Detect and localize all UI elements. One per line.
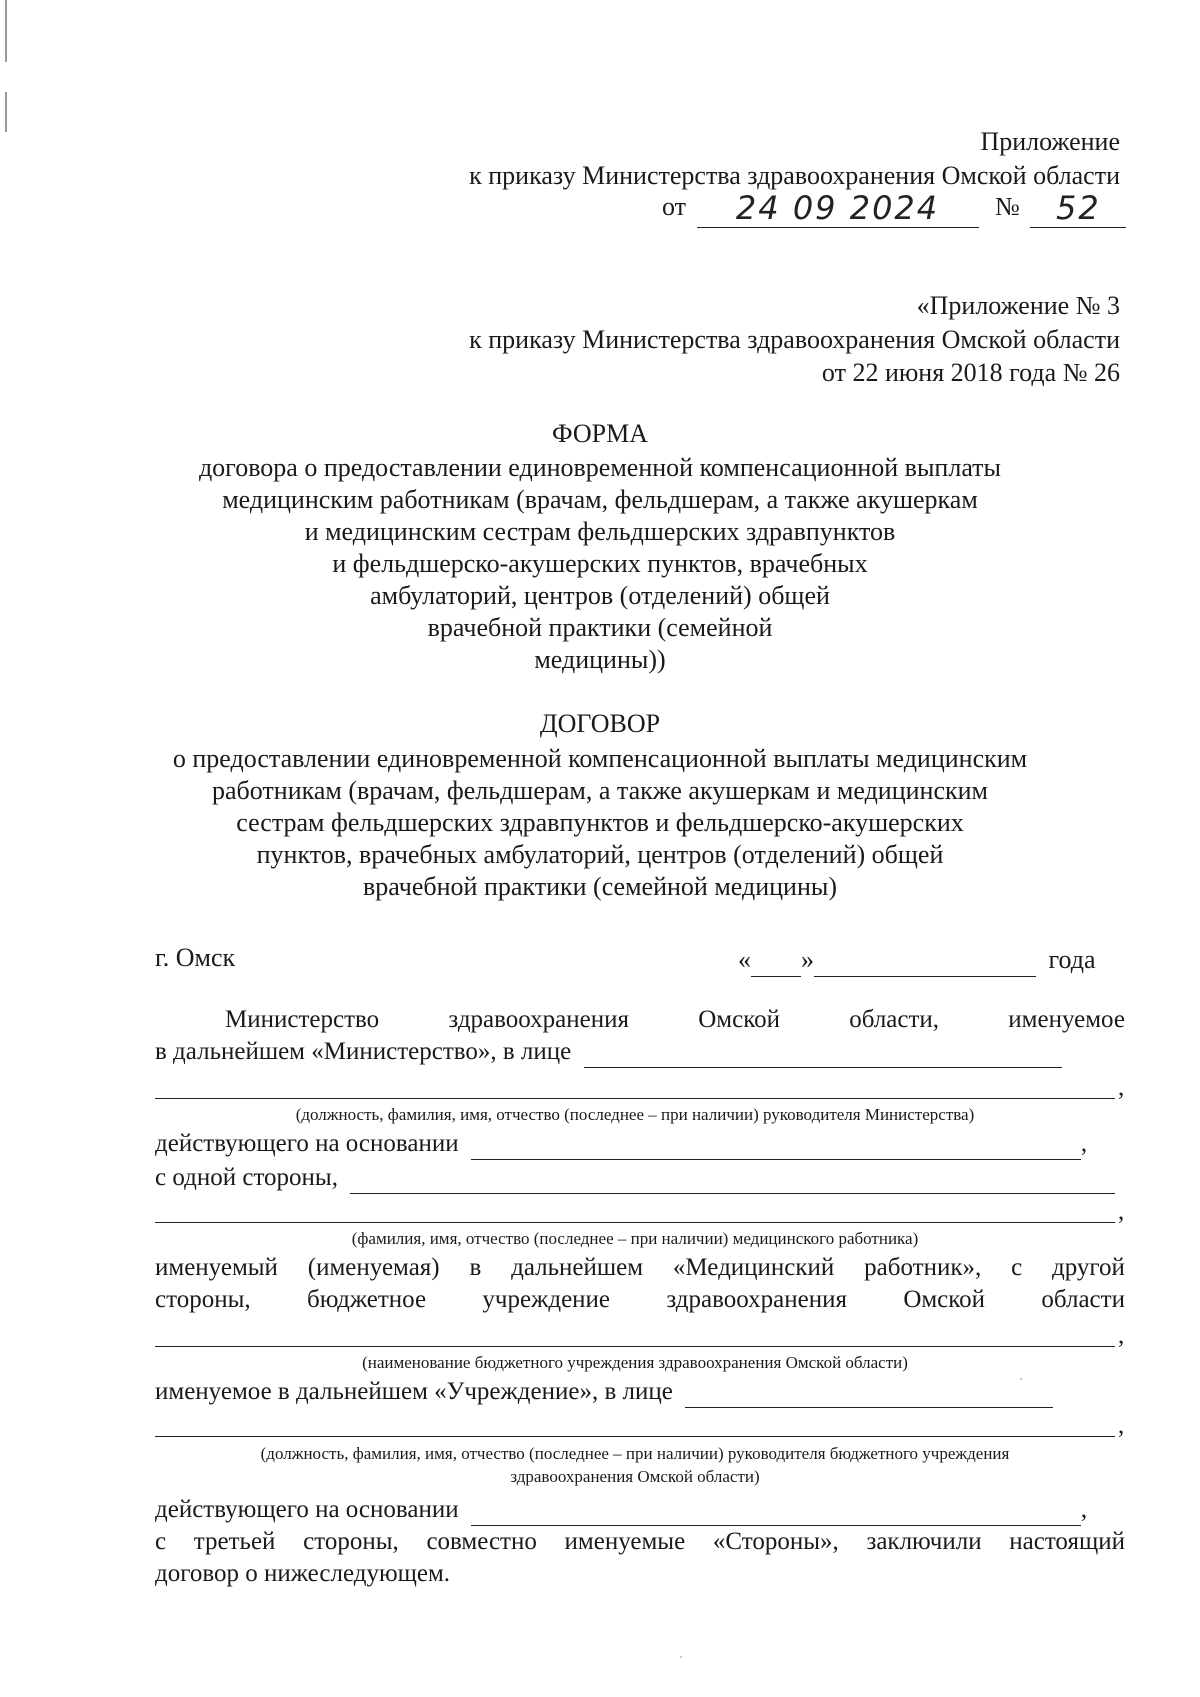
worker-word: «Медицинский: [672, 1254, 835, 1281]
hereinafter-institution-text: именуемое в дальнейшем «Учреждение», в лице: [155, 1378, 673, 1405]
worker-word: работник»,: [864, 1254, 982, 1281]
third-side-word: «Стороны»,: [712, 1528, 839, 1555]
caption-institution: (наименование бюджетного учреждения здравоохранения Омской области): [362, 1353, 908, 1372]
prev-appendix-date-line: от 22 июня 2018 года № 26: [821, 358, 1120, 387]
third-side-word: третьей: [193, 1528, 276, 1555]
third-side-word: заключили: [866, 1528, 982, 1555]
third-side-word: стороны,: [303, 1528, 399, 1555]
caption-ministry-head: (должность, фамилия, имя, отчество (последнее – при наличии) руководителя Министерства): [295, 1105, 975, 1124]
ministry-line: [155, 1004, 1125, 1035]
acting-basis-row-2: [155, 1494, 1087, 1526]
institution-word: бюджетное: [306, 1286, 427, 1313]
appendix-order-line: к приказу Министерства здравоохранения Омской области: [469, 161, 1120, 190]
third-side-word: с: [155, 1528, 167, 1555]
closing-line: договор о нижеследующем.: [155, 1560, 451, 1587]
hereinafter-ministry: [155, 1036, 1062, 1068]
contract-subtitle: [0, 743, 1200, 903]
contract-subtitle-line: работникам (врачам, фельдшерам, а также акушеркам и медицинским: [212, 776, 988, 805]
day-field[interactable]: [751, 944, 801, 977]
contract-subtitle-line: сестрам фельдшерских здравпунктов и фельдшерско-акушерских: [236, 808, 964, 837]
contract-subtitle-line: врачебной практики (семейной медицины): [363, 872, 837, 901]
form-subtitle-line: медицинским работникам (врачам, фельдшерам, а также акушеркам: [222, 485, 978, 514]
contract-title: ДОГОВОР: [539, 709, 661, 738]
form-title: ФОРМА: [552, 419, 648, 448]
acting-basis-row: [155, 1128, 1087, 1160]
worker-line: [155, 1252, 1125, 1283]
hereinafter-ministry-text: в дальнейшем «Министерство», в лице: [155, 1038, 572, 1065]
worker-name-field[interactable]: [350, 1162, 1115, 1194]
third-side-word: совместно: [426, 1528, 537, 1555]
form-subtitle-line: врачебной практики (семейной: [427, 613, 773, 642]
caption-institution-head-2: здравоохранения Омской области): [510, 1467, 760, 1486]
form-subtitle-line: медицины)): [534, 645, 666, 674]
ministry-basis-field[interactable]: [471, 1128, 1081, 1160]
worker-word: (именуемая): [307, 1254, 440, 1281]
institution-rep-field[interactable]: [685, 1376, 1053, 1408]
institution-basis-field[interactable]: [471, 1494, 1081, 1526]
one-side-text: с одной стороны,: [155, 1164, 338, 1191]
worker-word: в: [469, 1254, 482, 1281]
acting-basis-text: действующего на основании: [155, 1130, 459, 1157]
handwritten-date: 24 09 2024: [735, 189, 940, 227]
appendix-title: Приложение: [980, 127, 1120, 156]
city: г. Омск: [155, 943, 236, 972]
comma: ,: [1080, 1130, 1088, 1157]
third-side-word: настоящий: [1009, 1528, 1125, 1555]
month-year-field[interactable]: [814, 944, 1036, 977]
contract-subtitle-line: пунктов, врачебных амбулаторий, центров (отделений) общей: [256, 840, 944, 869]
worker-word: другой: [1052, 1254, 1125, 1281]
prev-appendix-order-line: к приказу Министерства здравоохранения Омской области: [469, 325, 1120, 354]
form-subtitle-line: амбулаторий, центров (отделений) общей: [370, 581, 830, 610]
institution-head-field[interactable]: [155, 1436, 1115, 1437]
scan-speck: [1020, 1378, 1022, 1380]
ministry-word: области,: [849, 1006, 940, 1033]
worker-word: дальнейшем: [511, 1254, 644, 1281]
scan-margin-mark: [5, 92, 7, 132]
comma: ,: [1118, 1198, 1125, 1225]
form-subtitle-line: и фельдшерско-акушерских пунктов, врачебных: [332, 549, 868, 578]
comma: ,: [1118, 1074, 1125, 1101]
acting-basis-text-2: действующего на основании: [155, 1496, 459, 1523]
scan-speck: [680, 1656, 682, 1658]
ministry-word: Омской: [698, 1006, 780, 1033]
institution-word: учреждение: [482, 1286, 611, 1313]
ministry-head-field[interactable]: [155, 1098, 1115, 1099]
institution-word: стороны,: [155, 1286, 251, 1313]
institution-line: [155, 1284, 1125, 1315]
worker-name-field-cont[interactable]: [155, 1222, 1115, 1223]
number-label: №: [995, 192, 1020, 221]
number-field: [1030, 189, 1126, 228]
third-side-line: [155, 1526, 1125, 1557]
quote-open: «: [738, 945, 751, 974]
prev-appendix-title: «Приложение № 3: [916, 291, 1120, 320]
year-word: года: [1048, 945, 1096, 974]
caption-worker: (фамилия, имя, отчество (последнее – при наличии) медицинского работника): [351, 1229, 919, 1248]
scan-margin-mark: [5, 0, 7, 62]
hereinafter-institution: [155, 1376, 1053, 1408]
one-side-row: [155, 1162, 1115, 1194]
quote-close: »: [801, 945, 814, 974]
form-subtitle-line: и медицинским сестрам фельдшерских здравпунктов: [304, 517, 896, 546]
ministry-word: здравоохранения: [448, 1006, 629, 1033]
ministry-word: именуемое: [1008, 1006, 1125, 1033]
appendix-date-row: [662, 188, 1126, 227]
contract-subtitle-line: о предоставлении единовременной компенсационной выплаты медицинским: [172, 744, 1028, 773]
institution-name-field[interactable]: [155, 1346, 1115, 1347]
institution-word: здравоохранения: [666, 1286, 847, 1313]
date-row: [738, 944, 1096, 977]
from-label: от: [662, 192, 687, 221]
form-subtitle-line: договора о предоставлении единовременной компенсационной выплаты: [198, 453, 1002, 482]
handwritten-number: 52: [1055, 189, 1101, 227]
comma: ,: [1118, 1412, 1125, 1439]
worker-word: с: [1011, 1254, 1023, 1281]
ministry-word: Министерство: [225, 1006, 380, 1033]
comma: ,: [1080, 1496, 1088, 1523]
worker-word: именуемый: [155, 1254, 278, 1281]
institution-word: Омской: [903, 1286, 986, 1313]
comma: ,: [1118, 1322, 1125, 1349]
caption-institution-head-1: (должность, фамилия, имя, отчество (последнее – при наличии) руководителя бюджетного учреждения: [260, 1444, 1010, 1463]
date-field: [697, 189, 979, 228]
ministry-rep-field[interactable]: [584, 1036, 1062, 1068]
form-subtitle: [0, 452, 1200, 676]
institution-word: области: [1041, 1286, 1125, 1313]
third-side-word: именуемые: [564, 1528, 686, 1555]
